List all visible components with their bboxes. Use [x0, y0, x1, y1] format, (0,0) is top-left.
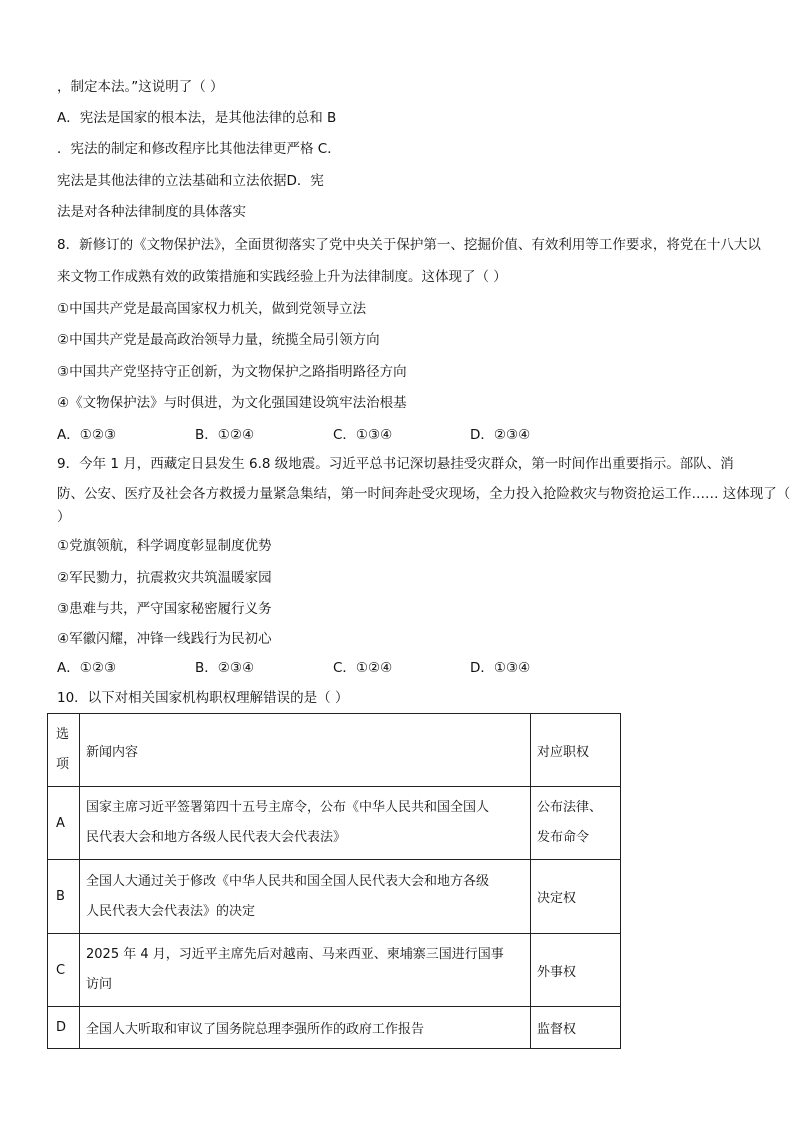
option-a: A．①②③ — [57, 660, 117, 676]
text-line: ，制定本法。”这说明了（ ） — [57, 79, 224, 95]
header-news-content: 新闻内容 — [80, 714, 531, 787]
option-line: A．宪法是国家的根本法，是其他法律的总和 B — [57, 110, 337, 126]
row-content: 全国人大听取和审议了国务院总理李强所作的政府工作报告 — [80, 1007, 531, 1049]
statement-1: ①中国共产党是最高国家权力机关，做到党领导立法 — [57, 301, 367, 317]
option-c: C．①②④ — [333, 660, 393, 676]
option-b: B．②③④ — [195, 660, 255, 676]
table-row — [48, 787, 621, 860]
row-power: 外事权 — [531, 934, 621, 1007]
option-d: D．①③④ — [470, 660, 531, 676]
row-option: D — [48, 1007, 80, 1049]
row-content: 2025 年 4 月，习近平主席先后对越南、马来西亚、柬埔寨三国进行国事 访问 — [80, 934, 531, 1007]
statement-2: ②中国共产党是最高政治领导力量，统揽全局引领方向 — [57, 332, 380, 348]
statement-2: ②军民勠力，抗震救灾共筑温暖家园 — [57, 570, 272, 586]
row-content: 国家主席习近平签署第四十五号主席令，公布《中华人民共和国全国人 民代表大会和地方各级人民代表大会代表法》 — [80, 787, 531, 860]
statement-3: ③患难与共，严守国家秘密履行义务 — [57, 601, 272, 617]
question-10-stem: 10．以下对相关国家机构职权理解错误的是（ ） — [57, 690, 349, 706]
row-option: B — [48, 860, 80, 934]
row-content: 全国人大通过关于修改《中华人民共和国全国人民代表大会和地方各级 人民代表大会代表法》的决定 — [80, 860, 531, 934]
option-line: 法是对各种法律制度的具体落实 — [57, 204, 246, 220]
option-a: A．①②③ — [57, 427, 117, 443]
table-row — [48, 934, 621, 1007]
row-power: 公布法律、 发布命令 — [531, 787, 621, 860]
option-line: ．宪法的制定和修改程序比其他法律更严格 C． — [57, 141, 341, 157]
header-power: 对应职权 — [531, 714, 621, 787]
statement-1: ①党旗领航，科学调度彰显制度优势 — [57, 538, 272, 554]
option-c: C．①③④ — [333, 427, 393, 443]
row-option: A — [48, 787, 80, 860]
header-option: 选 项 — [48, 714, 80, 787]
option-b: B．①②④ — [195, 427, 255, 443]
question-9-stem-line2: 防、公安、医疗及社会各方救援力量紧急集结，第一时间奔赴受灾现场，全力投入抢险救灾与物资抢运工作…… 这体现了（ — [57, 486, 791, 502]
row-power: 决定权 — [531, 860, 621, 934]
statement-4: ④军徽闪耀，冲锋一线践行为民初心 — [57, 631, 272, 647]
question-8-stem-line1: 8．新修订的《文物保护法》，全面贯彻落实了党中央关于保护第一、挖掘价值、有效利用等工作要求，将党在十八大以 — [57, 237, 761, 253]
option-line: 宪法是其他法律的立法基础和立法依据D．宪 — [57, 173, 324, 189]
row-option: C — [48, 934, 80, 1007]
statement-4: ④《文物保护法》与时俱进，为文化强国建设筑牢法治根基 — [57, 395, 407, 411]
row-power: 监督权 — [531, 1007, 621, 1049]
question-8-stem-line2: 来文物工作成熟有效的政策措施和实践经验上升为法律制度。这体现了（ ） — [57, 269, 507, 285]
option-d: D．②③④ — [470, 427, 531, 443]
table-row — [48, 1007, 621, 1049]
question-9-stem-line3: ） — [57, 509, 71, 525]
table-row — [48, 860, 621, 934]
question-9-stem-line1: 9．今年 1 月，西藏定日县发生 6.8 级地震。习近平总书记深切悬挂受灾群众，第一时间作出重要指示。部队、消 — [57, 456, 734, 472]
statement-3: ③中国共产党坚持守正创新，为文物保护之路指明路径方向 — [57, 364, 407, 380]
table-header-row — [48, 714, 621, 787]
question-10-table — [47, 713, 621, 1049]
